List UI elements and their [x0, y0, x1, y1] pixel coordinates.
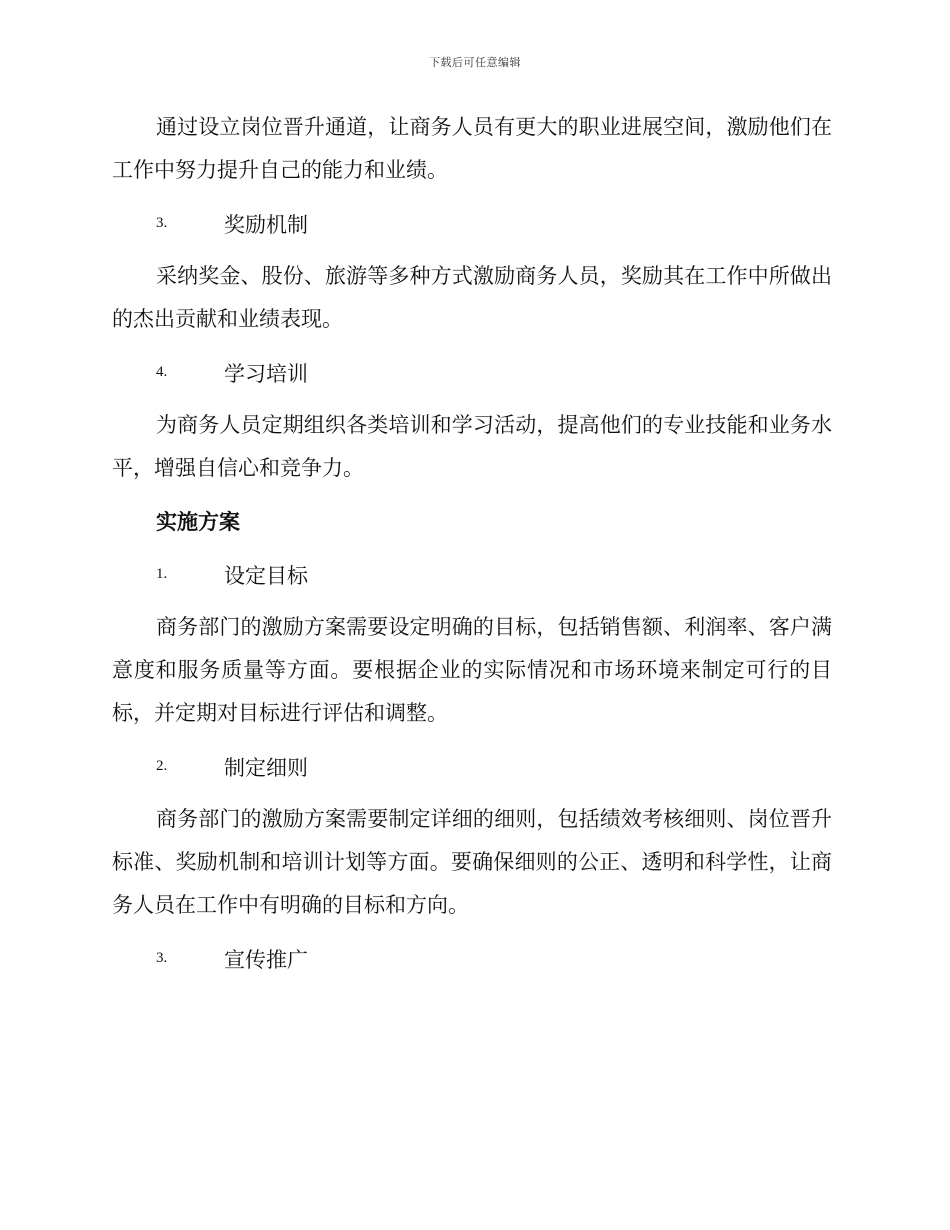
list-number: 3. — [156, 950, 168, 966]
paragraph: 为商务人员定期组织各类培训和学习活动，提高他们的专业技能和业务水平，增强自信心和竞争力。 — [112, 413, 832, 480]
list-number: 2. — [156, 758, 168, 774]
list-item — [112, 745, 832, 788]
paragraph: 通过设立岗位晋升通道，让商务人员有更大的职业进展空间，激励他们在工作中努力提升自己的能力和业绩。 — [112, 115, 832, 182]
list-number: 1. — [156, 566, 168, 582]
list-item-title: 奖励机制 — [224, 212, 308, 237]
paragraph: 商务部门的激励方案需要制定详细的细则，包括绩效考核细则、岗位晋升标准、奖励机制和培训计划等方面。要确保细则的公正、透明和科学性，让商务人员在工作中有明确的目标和方向。 — [112, 807, 832, 917]
list-item-title: 学习培训 — [224, 361, 308, 386]
list-item — [112, 351, 832, 394]
list-item — [112, 553, 832, 596]
list-number: 4. — [156, 364, 168, 380]
list-item-title: 设定目标 — [224, 563, 308, 588]
list-number: 3. — [156, 215, 168, 231]
section-heading: 实施方案 — [156, 509, 240, 534]
list-item — [112, 202, 832, 245]
list-item-title: 制定细则 — [224, 755, 308, 780]
paragraph: 商务部门的激励方案需要设定明确的目标，包括销售额、利润率、客户满意度和服务质量等方面。要根据企业的实际情况和市场环境来制定可行的目标，并定期对目标进行评估和调整。 — [112, 615, 832, 725]
paragraph: 采纳奖金、股份、旅游等多种方式激励商务人员，奖励其在工作中所做出的杰出贡献和业绩表现。 — [112, 264, 832, 331]
document-body — [112, 106, 832, 990]
list-item — [112, 937, 832, 980]
list-item-title: 宣传推广 — [224, 947, 308, 972]
page-header: 下载后可任意编辑 — [429, 56, 521, 69]
